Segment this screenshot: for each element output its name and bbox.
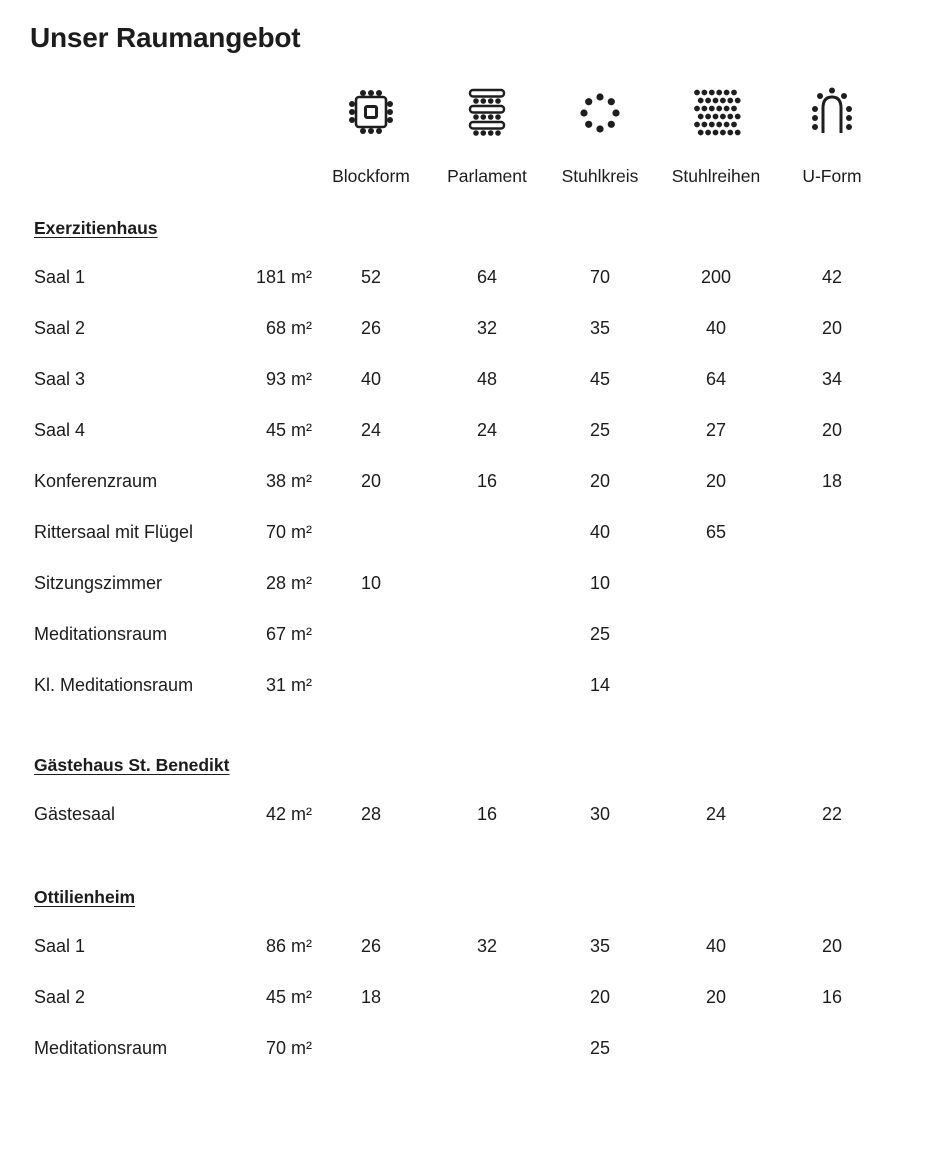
room-name: Gästesaal [34,804,116,824]
capacity-value: 24 [476,420,498,440]
room-name: Konferenzraum [34,471,158,491]
table-row [0,303,940,354]
room-size: 68 m² [265,318,312,338]
section [0,215,940,711]
capacity-value: 20 [360,471,382,491]
capacity-value: 30 [589,804,611,824]
table-row [0,405,940,456]
room-size: 181 m² [255,267,312,287]
capacity-value: 200 [700,267,732,287]
column-label: Blockform [332,165,410,186]
capacity-value: 64 [705,369,727,389]
room-size: 70 m² [265,522,312,542]
table-row [0,354,940,405]
parlament-icon [430,84,544,140]
capacity-value: 34 [821,369,843,389]
room-size: 67 m² [265,624,312,644]
room-name: Saal 2 [34,987,86,1007]
capacity-value: 18 [360,987,382,1007]
room-size: 42 m² [265,804,312,824]
room-name: Rittersaal mit Flügel [34,522,194,542]
icon-row [0,84,940,140]
capacity-value: 16 [476,471,498,491]
table-row [0,252,940,303]
capacity-value: 25 [589,1038,611,1058]
capacity-value: 10 [360,573,382,593]
room-name: Saal 2 [34,318,86,338]
capacity-value: 18 [821,471,843,491]
room-size: 45 m² [265,987,312,1007]
table-row [0,456,940,507]
section-rows [0,789,940,840]
room-name: Saal 1 [34,267,86,287]
room-size: 31 m² [265,675,312,695]
room-size: 45 m² [265,420,312,440]
capacity-value: 28 [360,804,382,824]
room-size: 70 m² [265,1038,312,1058]
table-row [0,972,940,1023]
column-label: Stuhlreihen [671,165,761,186]
capacity-value: 70 [589,267,611,287]
section-heading: Gästehaus St. Benedikt [34,755,230,775]
section [0,752,940,840]
blockform-icon [312,84,430,140]
capacity-value: 64 [476,267,498,287]
capacity-value: 52 [360,267,382,287]
capacity-value: 40 [589,522,611,542]
capacity-value: 22 [821,804,843,824]
capacity-value: 40 [705,936,727,956]
capacity-value: 32 [476,318,498,338]
page-title: Unser Raumangebot [30,22,301,53]
section-rows [0,252,940,711]
room-table [0,215,940,1074]
capacity-value: 25 [589,420,611,440]
column-label-row [0,164,940,188]
capacity-value: 35 [589,936,611,956]
table-row [0,660,940,711]
capacity-value: 32 [476,936,498,956]
room-name: Meditationsraum [34,1038,168,1058]
capacity-value: 48 [476,369,498,389]
capacity-value: 40 [360,369,382,389]
capacity-value: 20 [821,420,843,440]
capacity-value: 65 [705,522,727,542]
section [0,884,940,1074]
capacity-value: 40 [705,318,727,338]
column-label: U-Form [802,165,862,186]
room-size: 93 m² [265,369,312,389]
capacity-value: 14 [589,675,611,695]
capacity-value: 16 [476,804,498,824]
capacity-value: 24 [360,420,382,440]
capacity-value: 20 [589,987,611,1007]
room-name: Saal 4 [34,420,86,440]
stuhlreihen-icon [656,84,776,140]
column-label: Stuhlkreis [561,165,639,186]
room-name: Kl. Meditationsraum [34,675,194,695]
capacity-value: 26 [360,318,382,338]
section-rows [0,921,940,1074]
room-size: 86 m² [265,936,312,956]
capacity-value: 20 [589,471,611,491]
capacity-value: 10 [589,573,611,593]
capacity-value: 35 [589,318,611,338]
capacity-value: 16 [821,987,843,1007]
capacity-value: 20 [705,987,727,1007]
table-row [0,558,940,609]
room-size: 38 m² [265,471,312,491]
section-heading: Ottilienheim [34,887,136,907]
capacity-value: 20 [821,936,843,956]
capacity-value: 27 [705,420,727,440]
capacity-value: 26 [360,936,382,956]
capacity-value: 20 [821,318,843,338]
table-row [0,1023,940,1074]
capacity-value: 24 [705,804,727,824]
capacity-value: 25 [589,624,611,644]
stuhlkreis-icon [544,84,656,140]
room-name: Saal 1 [34,936,86,956]
capacity-value: 20 [705,471,727,491]
table-row [0,789,940,840]
room-name: Meditationsraum [34,624,168,644]
table-row [0,921,940,972]
u-form-icon [776,84,888,140]
table-row [0,507,940,558]
room-size: 28 m² [265,573,312,593]
section-heading: Exerzitienhaus [34,218,158,238]
capacity-value: 42 [821,267,843,287]
column-label: Parlament [447,165,527,186]
table-row [0,609,940,660]
capacity-value: 45 [589,369,611,389]
room-name: Sitzungszimmer [34,573,163,593]
room-name: Saal 3 [34,369,86,389]
